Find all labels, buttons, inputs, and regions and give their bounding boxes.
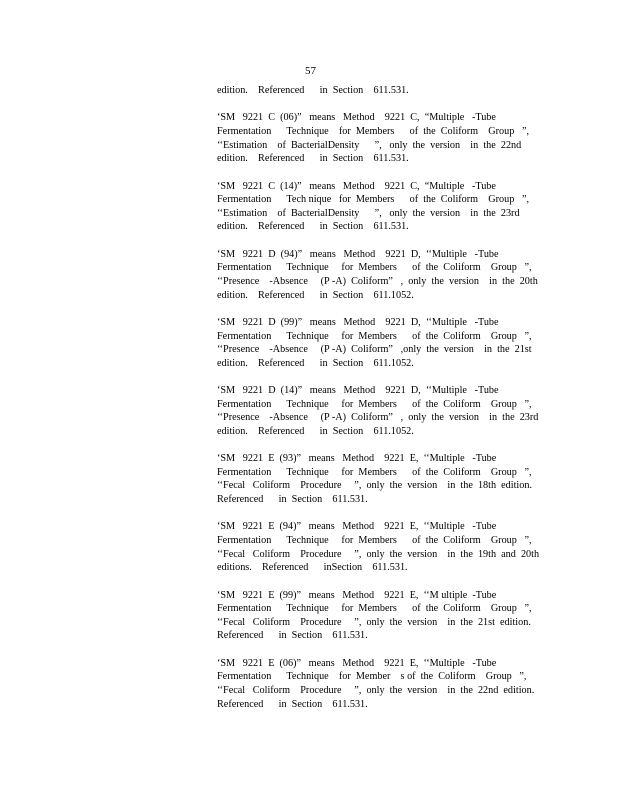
text-line: ‘‘Presence -Absence (P -A) Coliform” ,only the version in the 21st [217,344,532,356]
text-line: edition. Referenced in Section 611.531. [217,221,409,233]
definition-sm-9221-d-14 [217,384,539,438]
definitions-body [217,84,539,725]
text-line: Referenced in Section 611.531. [217,494,368,506]
text-line: editions. Referenced inSection 611.531. [217,562,408,574]
text-line: ‘‘Fecal Coliform Procedure ”, only the version in the 21st edition. [217,616,531,628]
text-line: edition. Referenced in Section 611.1052. [217,425,414,437]
text-line: ‘SM 9221 E (94)” means Method 9221 E, ‘‘Multiple -Tube [217,521,497,533]
text-line: Fermentation Technique for Members of the Coliform Group ”, [217,603,532,615]
text-line: Fermentation Technique for Members of the Coliform Group ”, [217,398,532,410]
continuation-line: edition. Referenced in Section 611.531. [217,85,409,96]
definition-sm-9221-e-94 [217,520,539,574]
text-line: ‘SM 9221 E (06)” means Method 9221 E, ‘‘Multiple -Tube [217,657,497,669]
text-line: Fermentation Technique for Member s of the Coliform Group ”, [217,671,527,683]
text-line: ‘‘Fecal Coliform Procedure ”, only the version in the 19th and 20th [217,548,540,560]
text-line: ‘SM 9221 E (93)” means Method 9221 E, ‘‘Multiple -Tube [217,453,497,465]
text-line: edition. Referenced in Section 611.531. [217,153,409,165]
text-line: ‘‘Fecal Coliform Procedure ”, only the version in the 22nd edition. [217,684,535,696]
text-line: Fermentation Technique for Members of the Coliform Group ”, [217,535,532,547]
text-line: Fermentation Technique for Members of the Coliform Group ”, [217,262,532,274]
definition-sm-9221-c-14 [217,180,539,234]
definition-sm-9221-e-06 [217,657,539,711]
text-line: ‘SM 9221 C (06)” means Method 9221 C, “Multiple -Tube [217,112,496,124]
text-line: edition. Referenced in Section 611.1052. [217,357,414,369]
text-line: Referenced in Section 611.531. [217,630,368,642]
page-number: 57 [305,65,316,77]
definition-sm-9221-e-93 [217,452,539,506]
definition-sm-9221-d-94 [217,248,539,302]
text-line: ‘SM 9221 D (99)” means Method 9221 D, ‘‘Multiple -Tube [217,316,499,328]
text-line: ‘‘Estimation of BacterialDensity ”, only the version in the 23rd [217,207,520,219]
text-line: Fermentation Technique for Members of the Coliform Group ”, [217,466,532,478]
definition-sm-9221-d-99 [217,316,539,370]
definition-sm-9221-e-99 [217,589,539,643]
text-line: ‘‘Presence -Absence (P -A) Coliform” , only the version in the 23rd [217,412,539,424]
text-line: ‘SM 9221 C (14)” means Method 9221 C, “Multiple -Tube [217,180,496,192]
text-line: Referenced in Section 611.531. [217,698,368,710]
text-line: edition. Referenced in Section 611.1052. [217,289,414,301]
text-line: ‘SM 9221 D (94)” means Method 9221 D, ‘‘Multiple -Tube [217,248,499,260]
text-line: ‘SM 9221 E (99)” means Method 9221 E, ‘‘M ultiple -Tube [217,589,497,601]
text-line: ‘‘Estimation of BacterialDensity ”, only the version in the 22nd [217,139,522,151]
text-line: ‘‘Presence -Absence (P -A) Coliform” , only the version in the 20th [217,275,538,287]
definition-sm-9221-c-06 [217,111,539,165]
text-line: Fermentation Technique for Members of the Coliform Group ”, [217,330,532,342]
text-line: Fermentation Technique for Members of the Coliform Group ”, [217,125,530,137]
text-line: ‘‘Fecal Coliform Procedure ”, only the version in the 18th edition. [217,480,532,492]
text-line: ‘SM 9221 D (14)” means Method 9221 D, ‘‘Multiple -Tube [217,385,499,397]
text-line: Fermentation Tech nique for Members of the Coliform Group ”, [217,194,530,206]
